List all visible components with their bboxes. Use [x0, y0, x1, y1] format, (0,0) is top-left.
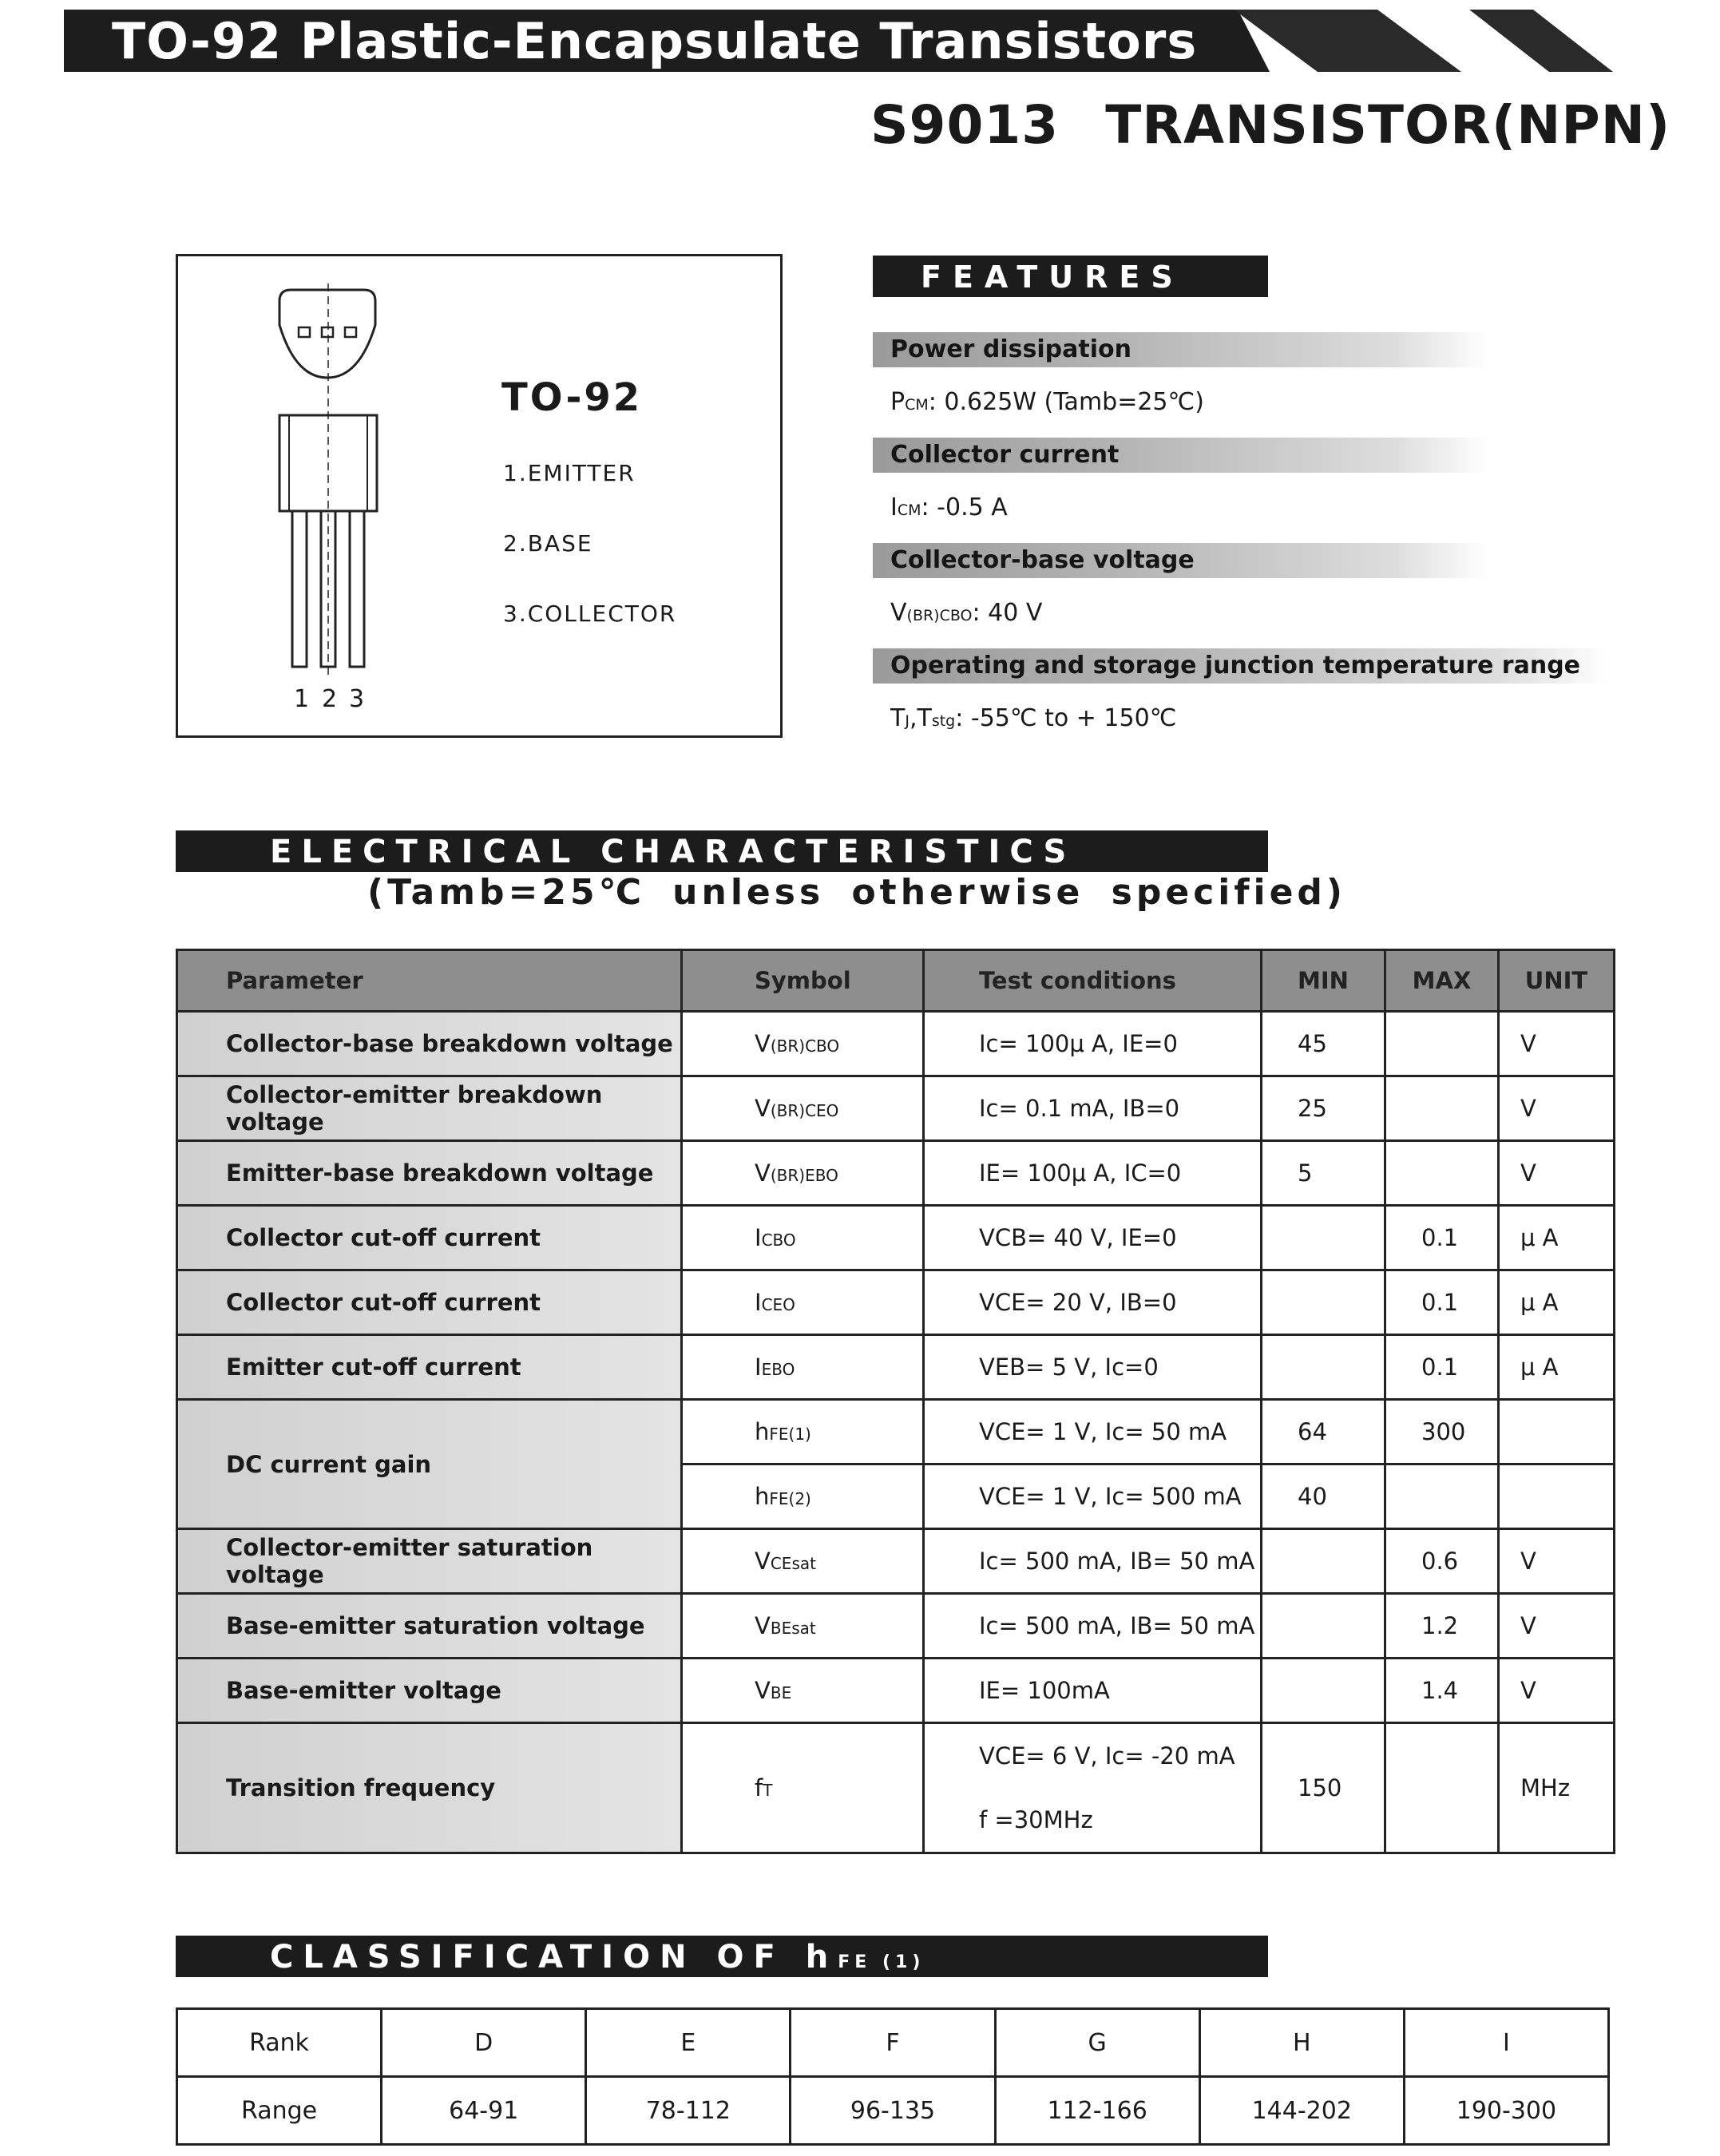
pin-hole-2 [322, 327, 333, 337]
table-row [177, 1529, 1615, 1594]
range-cell: 112-166 [995, 2077, 1199, 2145]
electrical-header: ELECTRICAL CHARACTERISTICS [176, 830, 1268, 872]
row-max [1385, 1723, 1499, 1853]
row-conditions: Ic= 0.1 mA, IB=0 [924, 1076, 1262, 1141]
title-stripe-1 [1234, 10, 1461, 72]
row-max: 0.1 [1385, 1335, 1499, 1400]
table-row [177, 1400, 1615, 1464]
rank-row [177, 2009, 1609, 2077]
classification-header: CLASSIFICATION OF hFE (1) [176, 1936, 1268, 1977]
header-min: MIN [1262, 950, 1385, 1012]
row-max: 0.1 [1385, 1270, 1499, 1335]
table-row [177, 1335, 1615, 1400]
row-parameter: Collector cut-off current [177, 1270, 682, 1335]
row-conditions: IE= 100μ A, IC=0 [924, 1141, 1262, 1206]
row-unit: V [1499, 1141, 1615, 1206]
package-top-view [279, 290, 375, 378]
row-min: 64 [1262, 1400, 1385, 1464]
electrical-note: (Tamb=25℃ unless otherwise specified) [367, 872, 1347, 913]
row-parameter: Base-emitter saturation voltage [177, 1594, 682, 1659]
row-parameter: Transition frequency [177, 1723, 682, 1853]
row-max [1385, 1012, 1499, 1076]
row-max [1385, 1076, 1499, 1141]
row-max: 0.1 [1385, 1206, 1499, 1270]
header-parameter: Parameter [177, 950, 682, 1012]
row-symbol: IEBO [682, 1335, 924, 1400]
row-parameter: Collector-base breakdown voltage [177, 1012, 682, 1076]
row-parameter: Collector-emitter breakdown voltage [177, 1076, 682, 1141]
row-unit [1499, 1400, 1615, 1464]
row-parameter: Base-emitter voltage [177, 1659, 682, 1723]
pin-label-collector: 3.COLLECTOR [503, 600, 677, 627]
row-symbol: hFE(1) [682, 1400, 924, 1464]
table-row [177, 1270, 1615, 1335]
row-min [1262, 1659, 1385, 1723]
feature-heading-temperature: Operating and storage junction temperature range [873, 648, 1607, 684]
pin-hole-3 [345, 327, 356, 337]
range-cell: 78-112 [586, 2077, 791, 2145]
row-unit [1499, 1464, 1615, 1529]
header-symbol: Symbol [682, 950, 924, 1012]
row-conditions: VCB= 40 V, IE=0 [924, 1206, 1262, 1270]
row-conditions: VEB= 5 V, Ic=0 [924, 1335, 1262, 1400]
row-conditions: VCE= 1 V, Ic= 500 mA [924, 1464, 1262, 1529]
row-conditions: Ic= 100μ A, IE=0 [924, 1012, 1262, 1076]
feature-heading-collector-current: Collector current [873, 438, 1488, 473]
row-max: 1.4 [1385, 1659, 1499, 1723]
feature-value-collector-base-voltage: V(BR)CBO: 40 V [890, 599, 1043, 627]
row-parameter: Collector-emitter saturation voltage [177, 1529, 682, 1594]
range-cell: 144-202 [1199, 2077, 1404, 2145]
part-title [870, 94, 1670, 156]
row-min [1262, 1206, 1385, 1270]
row-unit: μ A [1499, 1335, 1615, 1400]
row-symbol: VCEsat [682, 1529, 924, 1594]
row-symbol: fT [682, 1723, 924, 1853]
row-unit: μ A [1499, 1270, 1615, 1335]
header-max: MAX [1385, 950, 1499, 1012]
row-max [1385, 1464, 1499, 1529]
row-conditions: Ic= 500 mA, IB= 50 mA [924, 1529, 1262, 1594]
row-conditions: VCE= 20 V, IB=0 [924, 1270, 1262, 1335]
feature-value-temperature: TJ,Tstg: -55℃ to + 150℃ [890, 704, 1177, 732]
row-symbol: VBE [682, 1659, 924, 1723]
range-row [177, 2077, 1609, 2145]
row-min [1262, 1270, 1385, 1335]
rank-cell: D [382, 2009, 586, 2077]
range-cell: 64-91 [382, 2077, 586, 2145]
range-cell: 96-135 [791, 2077, 995, 2145]
table-row [177, 1206, 1615, 1270]
page-title: TO-92 Plastic-Encapsulate Transistors [112, 12, 1198, 70]
rank-cell: E [586, 2009, 791, 2077]
feature-value-collector-current: ICM: -0.5 A [890, 493, 1008, 521]
header-unit: UNIT [1499, 950, 1615, 1012]
row-min: 150 [1262, 1723, 1385, 1853]
part-type: TRANSISTOR(NPN) [1105, 94, 1671, 156]
row-conditions: VCE= 1 V, Ic= 50 mA [924, 1400, 1262, 1464]
rank-label: Rank [177, 2009, 382, 2077]
range-label: Range [177, 2077, 382, 2145]
row-min [1262, 1335, 1385, 1400]
row-symbol: ICEO [682, 1270, 924, 1335]
classification-table [176, 2007, 1610, 2146]
row-symbol: V(BR)EBO [682, 1141, 924, 1206]
table-row [177, 1723, 1615, 1853]
row-max [1385, 1141, 1499, 1206]
pin-number-2: 2 [322, 685, 338, 713]
row-min: 45 [1262, 1012, 1385, 1076]
rank-cell: H [1199, 2009, 1404, 2077]
package-name: TO-92 [501, 375, 643, 420]
feature-heading-collector-base-voltage: Collector-base voltage [873, 543, 1488, 578]
row-symbol: VBEsat [682, 1594, 924, 1659]
pin-hole-1 [299, 327, 310, 337]
row-symbol: V(BR)CEO [682, 1076, 924, 1141]
row-conditions: VCE= 6 V, Ic= -20 mA f =30MHz [924, 1723, 1262, 1853]
table-row [177, 1594, 1615, 1659]
row-max: 1.2 [1385, 1594, 1499, 1659]
feature-value-power: PCM: 0.625W (Tamb=25℃) [890, 388, 1204, 416]
lead-1 [292, 511, 307, 667]
features-header: FEATURES [873, 256, 1268, 297]
row-min: 25 [1262, 1076, 1385, 1141]
row-conditions: IE= 100mA [924, 1659, 1262, 1723]
table-row [177, 1141, 1615, 1206]
lead-3 [350, 511, 364, 667]
row-symbol: ICBO [682, 1206, 924, 1270]
header-conditions: Test conditions [924, 950, 1262, 1012]
row-parameter: DC current gain [177, 1400, 682, 1529]
row-min: 5 [1262, 1141, 1385, 1206]
row-unit: V [1499, 1012, 1615, 1076]
rank-cell: I [1404, 2009, 1608, 2077]
table-row [177, 1076, 1615, 1141]
title-stripe-2 [1469, 10, 1613, 72]
row-parameter: Collector cut-off current [177, 1206, 682, 1270]
row-conditions: Ic= 500 mA, IB= 50 mA [924, 1594, 1262, 1659]
range-cell: 190-300 [1404, 2077, 1608, 2145]
rank-cell: G [995, 2009, 1199, 2077]
part-number: S9013 [870, 94, 1060, 156]
pin-number-1: 1 [294, 685, 310, 713]
to92-package-drawing [264, 283, 391, 675]
row-unit: V [1499, 1594, 1615, 1659]
pin-number-3: 3 [349, 685, 365, 713]
row-unit: V [1499, 1076, 1615, 1141]
row-parameter: Emitter cut-off current [177, 1335, 682, 1400]
row-min [1262, 1529, 1385, 1594]
row-unit: MHz [1499, 1723, 1615, 1853]
row-parameter: Emitter-base breakdown voltage [177, 1141, 682, 1206]
table-row [177, 1012, 1615, 1076]
rank-cell: F [791, 2009, 995, 2077]
row-symbol: hFE(2) [682, 1464, 924, 1529]
electrical-table [176, 949, 1615, 1854]
row-max: 300 [1385, 1400, 1499, 1464]
row-min: 40 [1262, 1464, 1385, 1529]
row-max: 0.6 [1385, 1529, 1499, 1594]
pin-label-emitter: 1.EMITTER [503, 460, 636, 486]
feature-heading-power: Power dissipation [873, 332, 1488, 367]
row-unit: V [1499, 1529, 1615, 1594]
table-row [177, 1659, 1615, 1723]
row-unit: μ A [1499, 1206, 1615, 1270]
row-symbol: V(BR)CBO [682, 1012, 924, 1076]
row-min [1262, 1594, 1385, 1659]
pin-label-base: 2.BASE [503, 530, 593, 557]
table-header-row [177, 950, 1615, 1012]
row-unit: V [1499, 1659, 1615, 1723]
